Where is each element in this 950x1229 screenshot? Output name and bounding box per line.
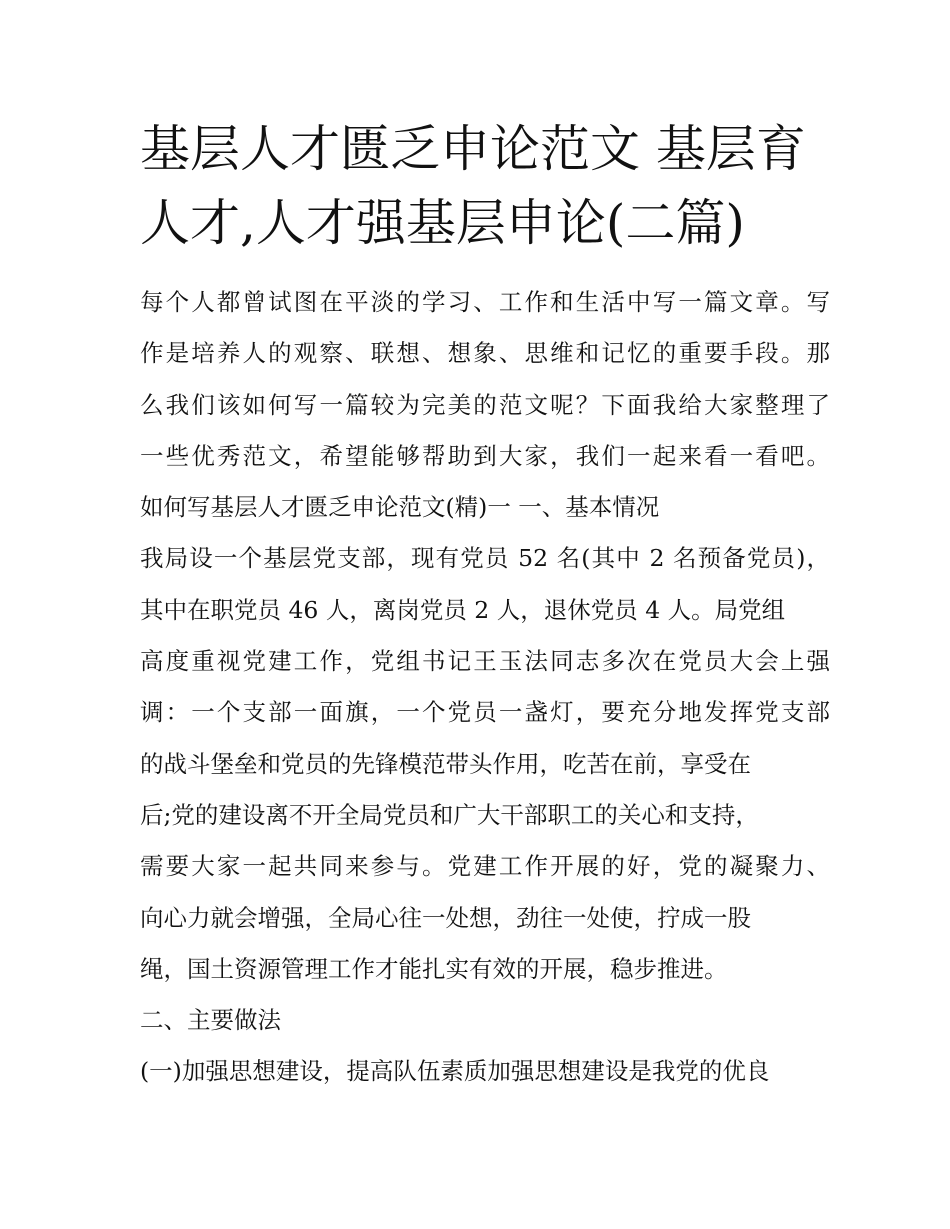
body-line: 需要大家一起共同来参与。党建工作开展的好，党的凝聚力、 — [140, 852, 830, 881]
body-line: 后;党的建设离不开全局党员和广大干部职工的关心和支持， — [140, 800, 759, 829]
body-line: 向心力就会增强，全局心往一处想，劲往一处使，拧成一股 — [140, 903, 751, 932]
body-line: 每个人都曾试图在平淡的学习、工作和生活中写一篇文章。写 — [140, 288, 830, 316]
body-line: 一些优秀范文，希望能够帮助到大家，我们一起来看一看吧。 — [140, 441, 830, 470]
body-line: (一)加强思想建设，提高队伍素质加强思想建设是我党的优良 — [140, 1057, 770, 1086]
body-line: 高度重视党建工作，党组书记王玉法同志多次在党员大会上强 — [140, 647, 830, 676]
body-line: 我局设一个基层党支部，现有党员 52 名(其中 2 名预备党员)， — [140, 544, 830, 573]
section-heading-line: 二、主要做法 — [140, 1006, 281, 1035]
body-line: 调：一个支部一面旗，一个党员一盏灯，要充分地发挥党支部 — [140, 698, 830, 727]
body-line: 作是培养人的观察、联想、想象、思维和记忆的重要手段。那 — [140, 339, 830, 368]
title-line-2: 人才,人才强基层申论(二篇) — [140, 194, 745, 252]
body-line: 么我们该如何写一篇较为完美的范文呢？下面我给大家整理了 — [140, 390, 830, 419]
body-line: 的战斗堡垒和党员的先锋模范带头作用，吃苦在前，享受在 — [140, 749, 751, 778]
section-heading-line: 如何写基层人才匮乏申论范文(精)一 一、基本情况 — [140, 493, 660, 522]
body-line: 绳，国土资源管理工作才能扎实有效的开展，稳步推进。 — [140, 954, 728, 983]
title-line-1: 基层人才匮乏申论范文 基层育 — [140, 120, 806, 178]
document-body — [140, 277, 830, 1098]
document-title — [140, 112, 830, 260]
body-line: 其中在职党员 46 人，离岗党员 2 人，退休党员 4 人。局党组 — [140, 595, 786, 624]
